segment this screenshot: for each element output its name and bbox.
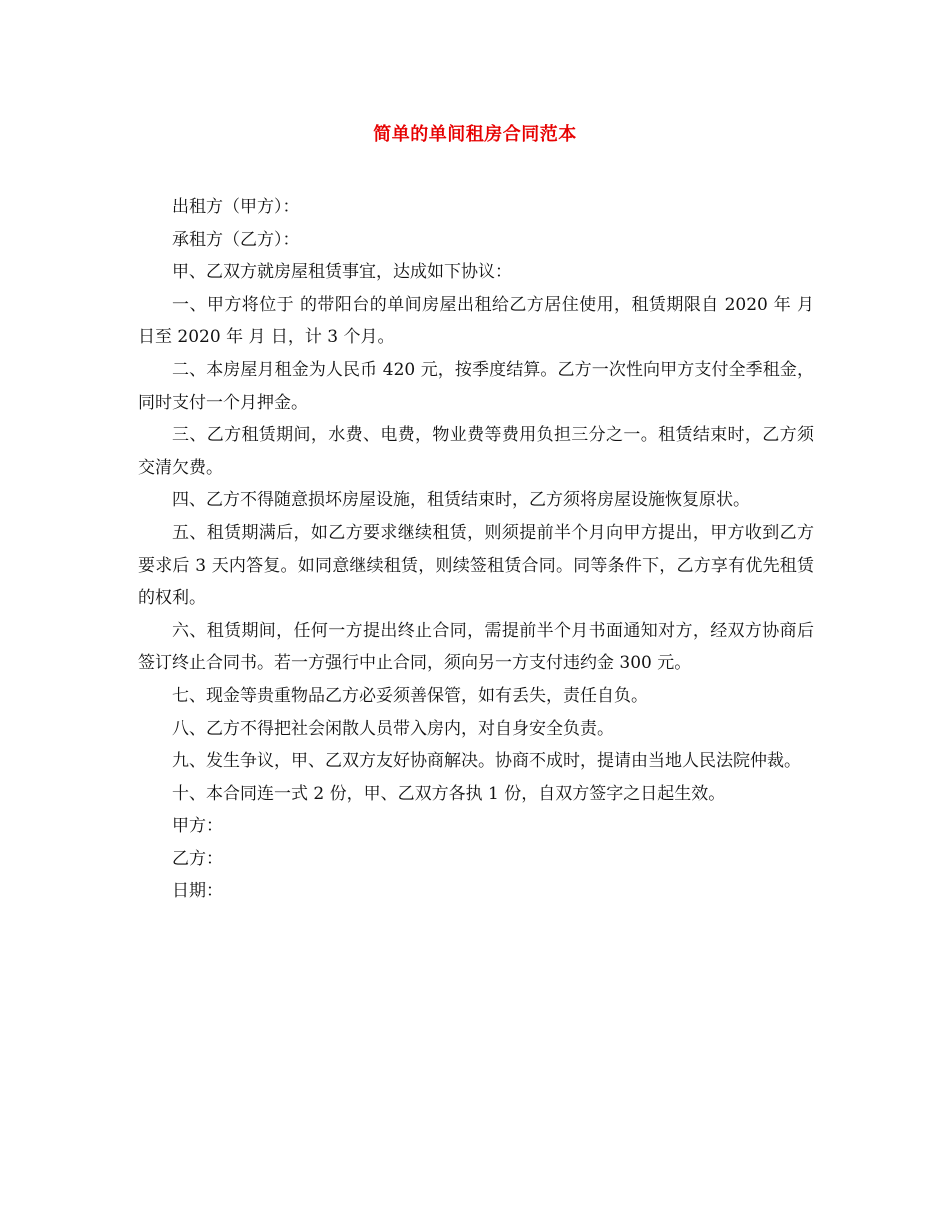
signature-date: 日期： [172, 881, 223, 902]
signature-party-b: 乙方： [172, 848, 223, 869]
signature-party-a: 甲方： [172, 816, 223, 837]
lessee-line: 承租方（乙方）： [172, 229, 300, 250]
clause-8: 八、乙方不得把社会闲散人员带入房内，对自身安全负责。 [172, 718, 614, 739]
contract-body [138, 191, 814, 908]
document-title: 简单的单间租房合同范本 [373, 124, 577, 145]
agreement-intro: 甲、乙双方就房屋租赁事宜，达成如下协议： [172, 262, 512, 283]
clause-5: 五、租赁期满后，如乙方要求继续租赁，则须提前半个月向甲方提出，甲方收到乙方要求后 3 天内答复。如同意继续租赁，则续签租赁合同。同等条件下，乙方享有优先租赁的权利。 [138, 522, 814, 609]
clause-9: 九、发生争议，甲、乙双方友好协商解决。协商不成时，提请由当地人民法院仲裁。 [172, 751, 801, 772]
clause-3: 三、乙方租赁期间，水费、电费，物业费等费用负担三分之一。租赁结束时，乙方须交清欠费。 [138, 425, 814, 478]
clause-7: 七、现金等贵重物品乙方必妥须善保管，如有丢失，责任自负。 [172, 685, 648, 706]
clause-2: 二、本房屋月租金为人民币 420 元，按季度结算。乙方一次性向甲方支付全季租金，同时支付一个月押金。 [138, 359, 814, 413]
clause-1: 一、甲方将位于 的带阳台的单间房屋出租给乙方居住使用，租赁期限自 2020 年 月 日至 2020 年 月 日，计 3 个月。 [138, 294, 814, 348]
clause-4: 四、乙方不得随意损坏房屋设施，租赁结束时，乙方须将房屋设施恢复原状。 [172, 490, 750, 511]
clause-10: 十、本合同连一式 2 份，甲、乙双方各执 1 份，自双方签字之日起生效。 [172, 783, 726, 804]
clause-6: 六、租赁期间，任何一方提出终止合同，需提前半个月书面通知对方，经双方协商后签订终止合同书。若一方强行中止合同，须向另一方支付违约金 300 元。 [138, 620, 814, 674]
lessor-line: 出租方（甲方）： [172, 197, 300, 217]
